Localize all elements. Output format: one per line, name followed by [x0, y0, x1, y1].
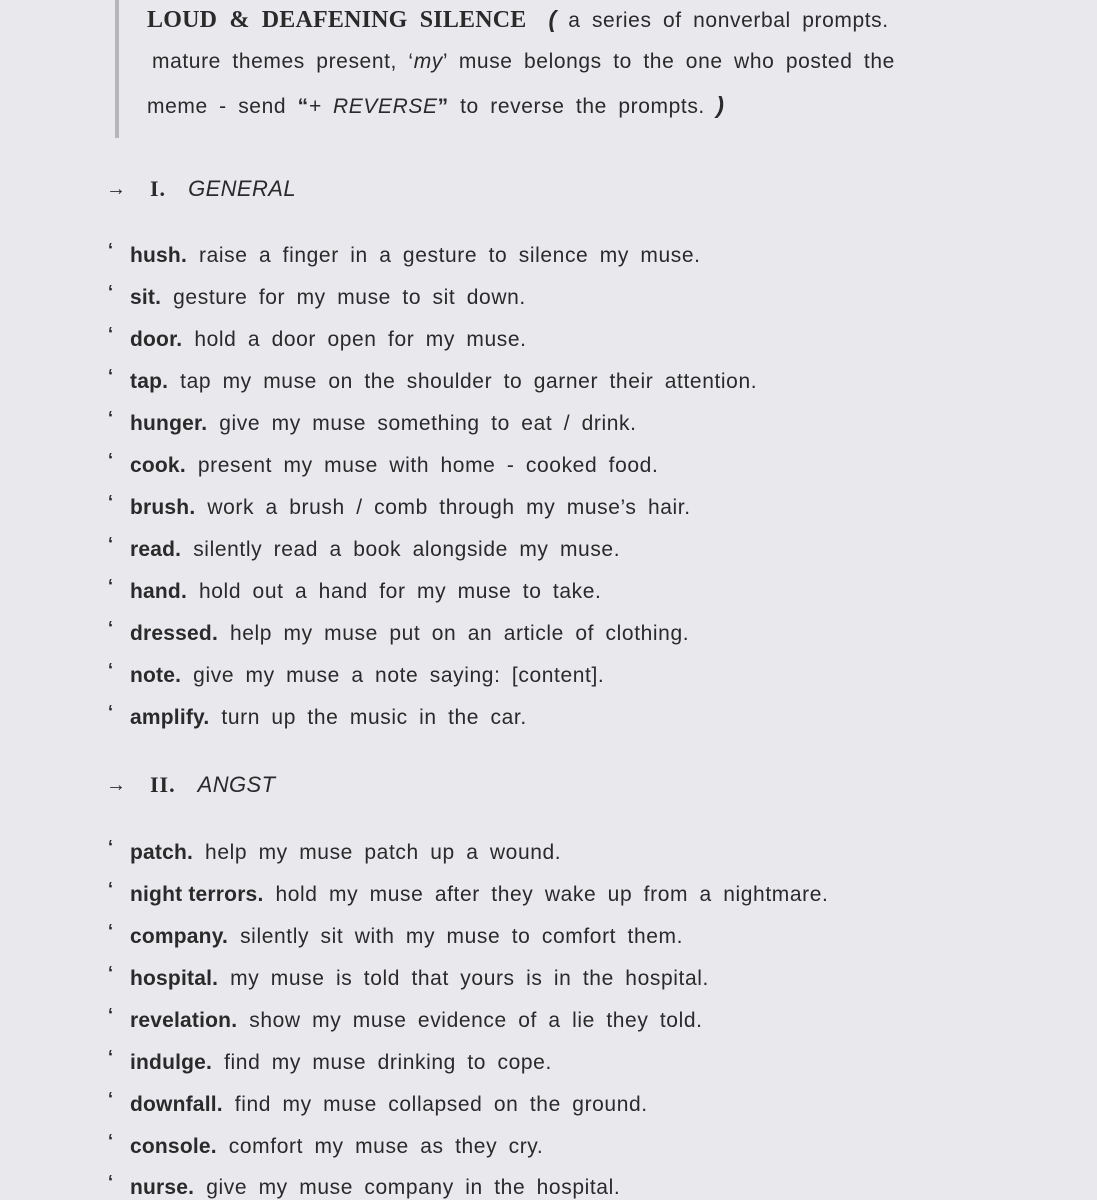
intro-text-1: a series of nonverbal prompts. [568, 9, 889, 32]
list-item [108, 963, 709, 991]
bullet-icon: ‘ [108, 408, 114, 428]
list-item [108, 408, 637, 436]
bullet-icon: ‘ [108, 492, 114, 512]
intro-block [115, 0, 1015, 138]
page-title: LOUD & DEAFENING SILENCE [147, 7, 527, 33]
list-item [108, 1172, 621, 1200]
list-item [108, 1089, 648, 1117]
bullet-icon: ‘ [108, 324, 114, 344]
list-item [108, 702, 527, 730]
prompt-keyword: hand. [130, 580, 187, 603]
prompt-keyword: hush. [130, 244, 187, 267]
prompt-keyword: downfall. [130, 1093, 223, 1116]
intro-line-1 [147, 6, 889, 34]
prompt-keyword: company. [130, 925, 229, 948]
section-heading-angst [106, 772, 275, 798]
reverse-quote-open: “ [297, 95, 309, 118]
prompt-description: tap my muse on the shoulder to garner their attention. [180, 370, 758, 393]
prompt-description: comfort my muse as they cry. [228, 1135, 544, 1158]
list-item [108, 1131, 544, 1159]
prompt-keyword: revelation. [130, 1009, 238, 1032]
arrow-right-icon: → [106, 773, 126, 796]
bullet-icon: ‘ [108, 1089, 114, 1109]
bullet-icon: ‘ [108, 1172, 114, 1192]
bullet-icon: ‘ [108, 1047, 114, 1067]
open-paren: ( [548, 6, 557, 32]
prompt-keyword: read. [130, 538, 182, 561]
section-heading-general [106, 176, 296, 202]
bullet-icon: ‘ [108, 534, 114, 554]
prompt-description: find my muse collapsed on the ground. [234, 1093, 648, 1116]
list-item [108, 240, 701, 268]
bullet-icon: ‘ [108, 1131, 114, 1151]
list-item [108, 1005, 703, 1033]
prompt-description: help my muse patch up a wound. [205, 841, 562, 864]
prompt-keyword: cook. [130, 454, 186, 477]
bullet-icon: ‘ [108, 702, 114, 722]
list-item [108, 618, 690, 646]
prompt-description: silently sit with my muse to comfort them. [240, 925, 684, 948]
intro-text-3b: to reverse the prompts. [460, 95, 705, 118]
prompt-keyword: amplify. [130, 706, 210, 729]
list-item [108, 576, 602, 604]
bullet-icon: ‘ [108, 576, 114, 596]
bullet-icon: ‘ [108, 921, 114, 941]
list-item [108, 324, 527, 352]
prompt-description: give my muse company in the hospital. [206, 1176, 621, 1199]
prompt-description: gesture for my muse to sit down. [173, 286, 526, 309]
prompt-description: show my muse evidence of a lie they told. [249, 1009, 703, 1032]
list-item [108, 492, 691, 520]
section-number: II. [150, 772, 176, 797]
bullet-icon: ‘ [108, 618, 114, 638]
prompt-description: raise a finger in a gesture to silence my muse. [199, 244, 701, 267]
prompt-keyword: door. [130, 328, 183, 351]
prompt-keyword: sit. [130, 286, 162, 309]
prompt-description: hold out a hand for my muse to take. [199, 580, 602, 603]
prompt-keyword: dressed. [130, 622, 218, 645]
bullet-icon: ‘ [108, 660, 114, 680]
prompt-description: help my muse put on an article of clothing. [229, 622, 690, 645]
bullet-icon: ‘ [108, 450, 114, 470]
bullet-icon: ‘ [108, 366, 114, 386]
prompt-description: give my muse a note saying: [content]. [193, 664, 605, 687]
prompt-description: hold a door open for my muse. [194, 328, 527, 351]
list-item [108, 366, 758, 394]
prompt-keyword: console. [130, 1135, 217, 1158]
quote-close: ’ [442, 50, 448, 73]
list-item [108, 282, 526, 310]
prompt-keyword: tap. [130, 370, 169, 393]
prompt-description: silently read a book alongside my muse. [193, 538, 621, 561]
list-item [108, 534, 621, 562]
prompt-keyword: hunger. [130, 412, 208, 435]
prompt-keyword: night terrors. [130, 883, 264, 906]
bullet-icon: ‘ [108, 837, 114, 857]
arrow-right-icon: → [106, 177, 126, 200]
bullet-icon: ‘ [108, 282, 114, 302]
prompt-keyword: indulge. [130, 1051, 213, 1074]
prompt-keyword: patch. [130, 841, 194, 864]
prompt-description: hold my muse after they wake up from a nightmare. [275, 883, 829, 906]
bullet-icon: ‘ [108, 1005, 114, 1025]
intro-text-2a: mature themes present, [152, 50, 397, 73]
prompt-description: give my muse something to eat / drink. [219, 412, 637, 435]
section-number: I. [150, 176, 167, 201]
bullet-icon: ‘ [108, 963, 114, 983]
prompt-description: turn up the music in the car. [221, 706, 527, 729]
intro-line-2 [152, 50, 895, 74]
prompt-description: find my muse drinking to cope. [224, 1051, 552, 1074]
close-paren: ) [716, 92, 725, 118]
list-item [108, 450, 659, 478]
bullet-icon: ‘ [108, 240, 114, 260]
my-word: my [413, 50, 443, 73]
prompt-keyword: note. [130, 664, 182, 687]
intro-line-3 [147, 92, 725, 119]
reverse-keyword: + REVERSE [308, 95, 438, 118]
prompt-keyword: hospital. [130, 967, 219, 990]
prompt-keyword: brush. [130, 496, 196, 519]
list-item [108, 921, 684, 949]
list-item [108, 660, 605, 688]
intro-text-3a: meme - send [147, 95, 287, 118]
section-title: ANGST [197, 772, 276, 797]
quote-open: ‘ [408, 50, 414, 73]
prompt-description: present my muse with home - cooked food. [197, 454, 659, 477]
list-item [108, 1047, 552, 1075]
list-item [108, 879, 829, 907]
bullet-icon: ‘ [108, 879, 114, 899]
reverse-quote-close: ” [437, 95, 449, 118]
prompt-description: work a brush / comb through my muse’s hair. [207, 496, 691, 519]
prompt-keyword: nurse. [130, 1176, 195, 1199]
intro-text-2b: muse belongs to the one who posted the [458, 50, 895, 73]
prompt-description: my muse is told that yours is in the hospital. [230, 967, 709, 990]
list-item [108, 837, 562, 865]
section-title: GENERAL [188, 176, 297, 201]
